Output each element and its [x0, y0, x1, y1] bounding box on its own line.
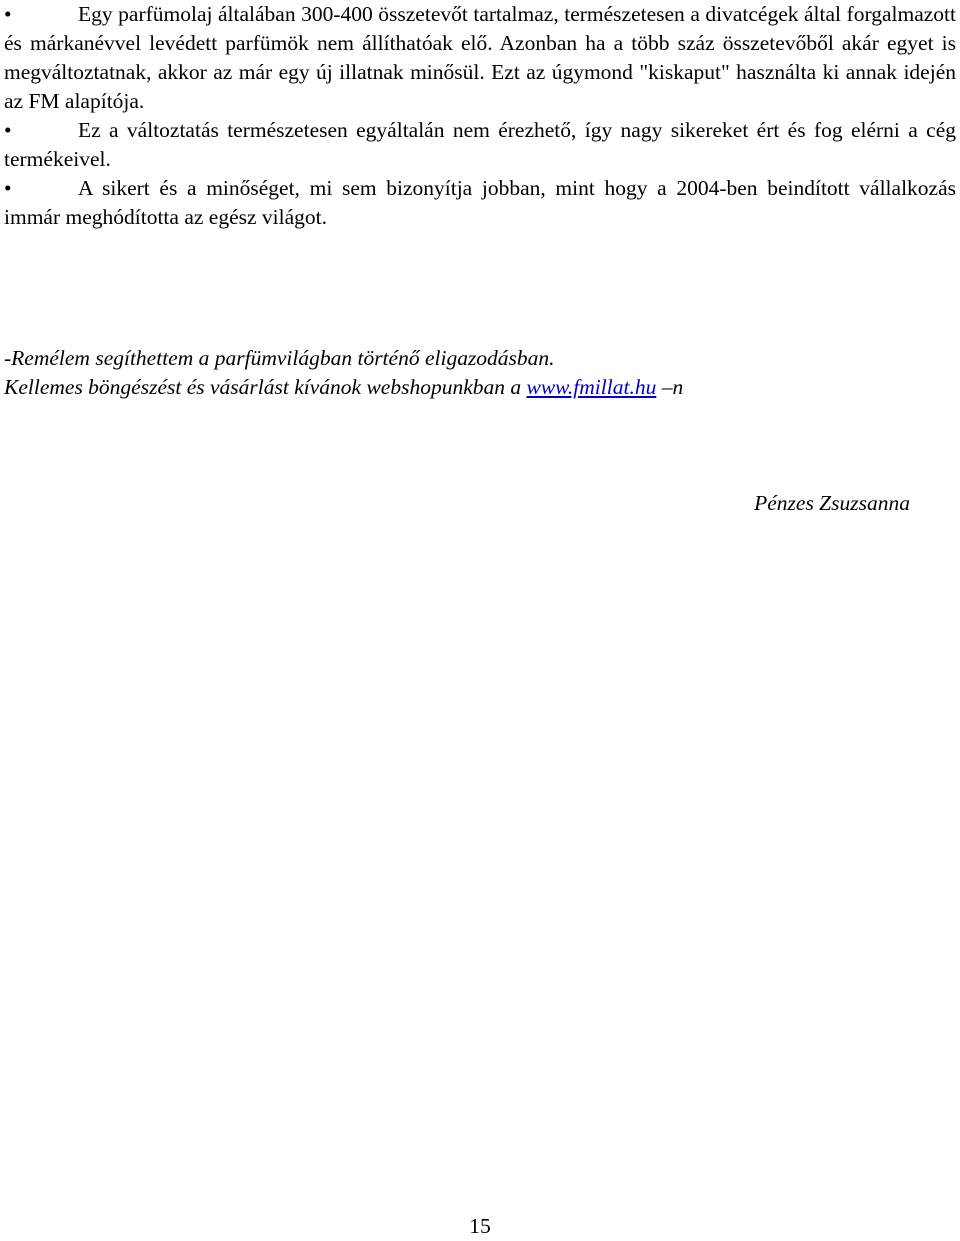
bullet-list [4, 0, 956, 232]
bullet-item-2 [4, 116, 956, 174]
closing-line-1: -Remélem segíthettem a parfümvilágban történő eligazodásban. [4, 346, 555, 370]
bullet-text: A sikert és a minőséget, mi sem bizonyítja jobban, mint hogy a 2004-ben beindított vállalkozás immár meghódította az egész világot. [4, 176, 956, 229]
closing-line-2-prefix: Kellemes böngészést és vásárlást kívánok webshopunkban a [4, 375, 527, 399]
bullet-marker: • [4, 176, 12, 200]
bullet-item-1 [4, 0, 956, 116]
webshop-link[interactable]: www.fmillat.hu [526, 375, 657, 399]
closing-line-2 [4, 373, 954, 402]
closing-line-2-suffix: –n [656, 375, 684, 399]
bullet-marker: • [4, 118, 12, 142]
bullet-item-3 [4, 174, 956, 232]
bullet-text: Egy parfümolaj általában 300-400 összetevőt tartalmaz, természetesen a divatcégek által forgalmazott és márkanévvel levédett parfümök nem állíthatóak elő. Azonban ha a több száz összetevőből akár egyet is megváltoztatnak, akkor az már egy új illatnak minősül. Ezt az úgymond "kiskaput" használta ki annak idején az FM alapítója. [4, 2, 956, 113]
bullet-text: Ez a változtatás természetesen egyáltalán nem érezhető, így nagy sikereket ért és fog elérni a cég termékeivel. [4, 118, 956, 171]
closing-remarks [4, 344, 954, 402]
author-signature: Pénzes Zsuzsanna [754, 491, 910, 515]
page-number: 15 [469, 1214, 491, 1238]
bullet-marker: • [4, 2, 12, 26]
